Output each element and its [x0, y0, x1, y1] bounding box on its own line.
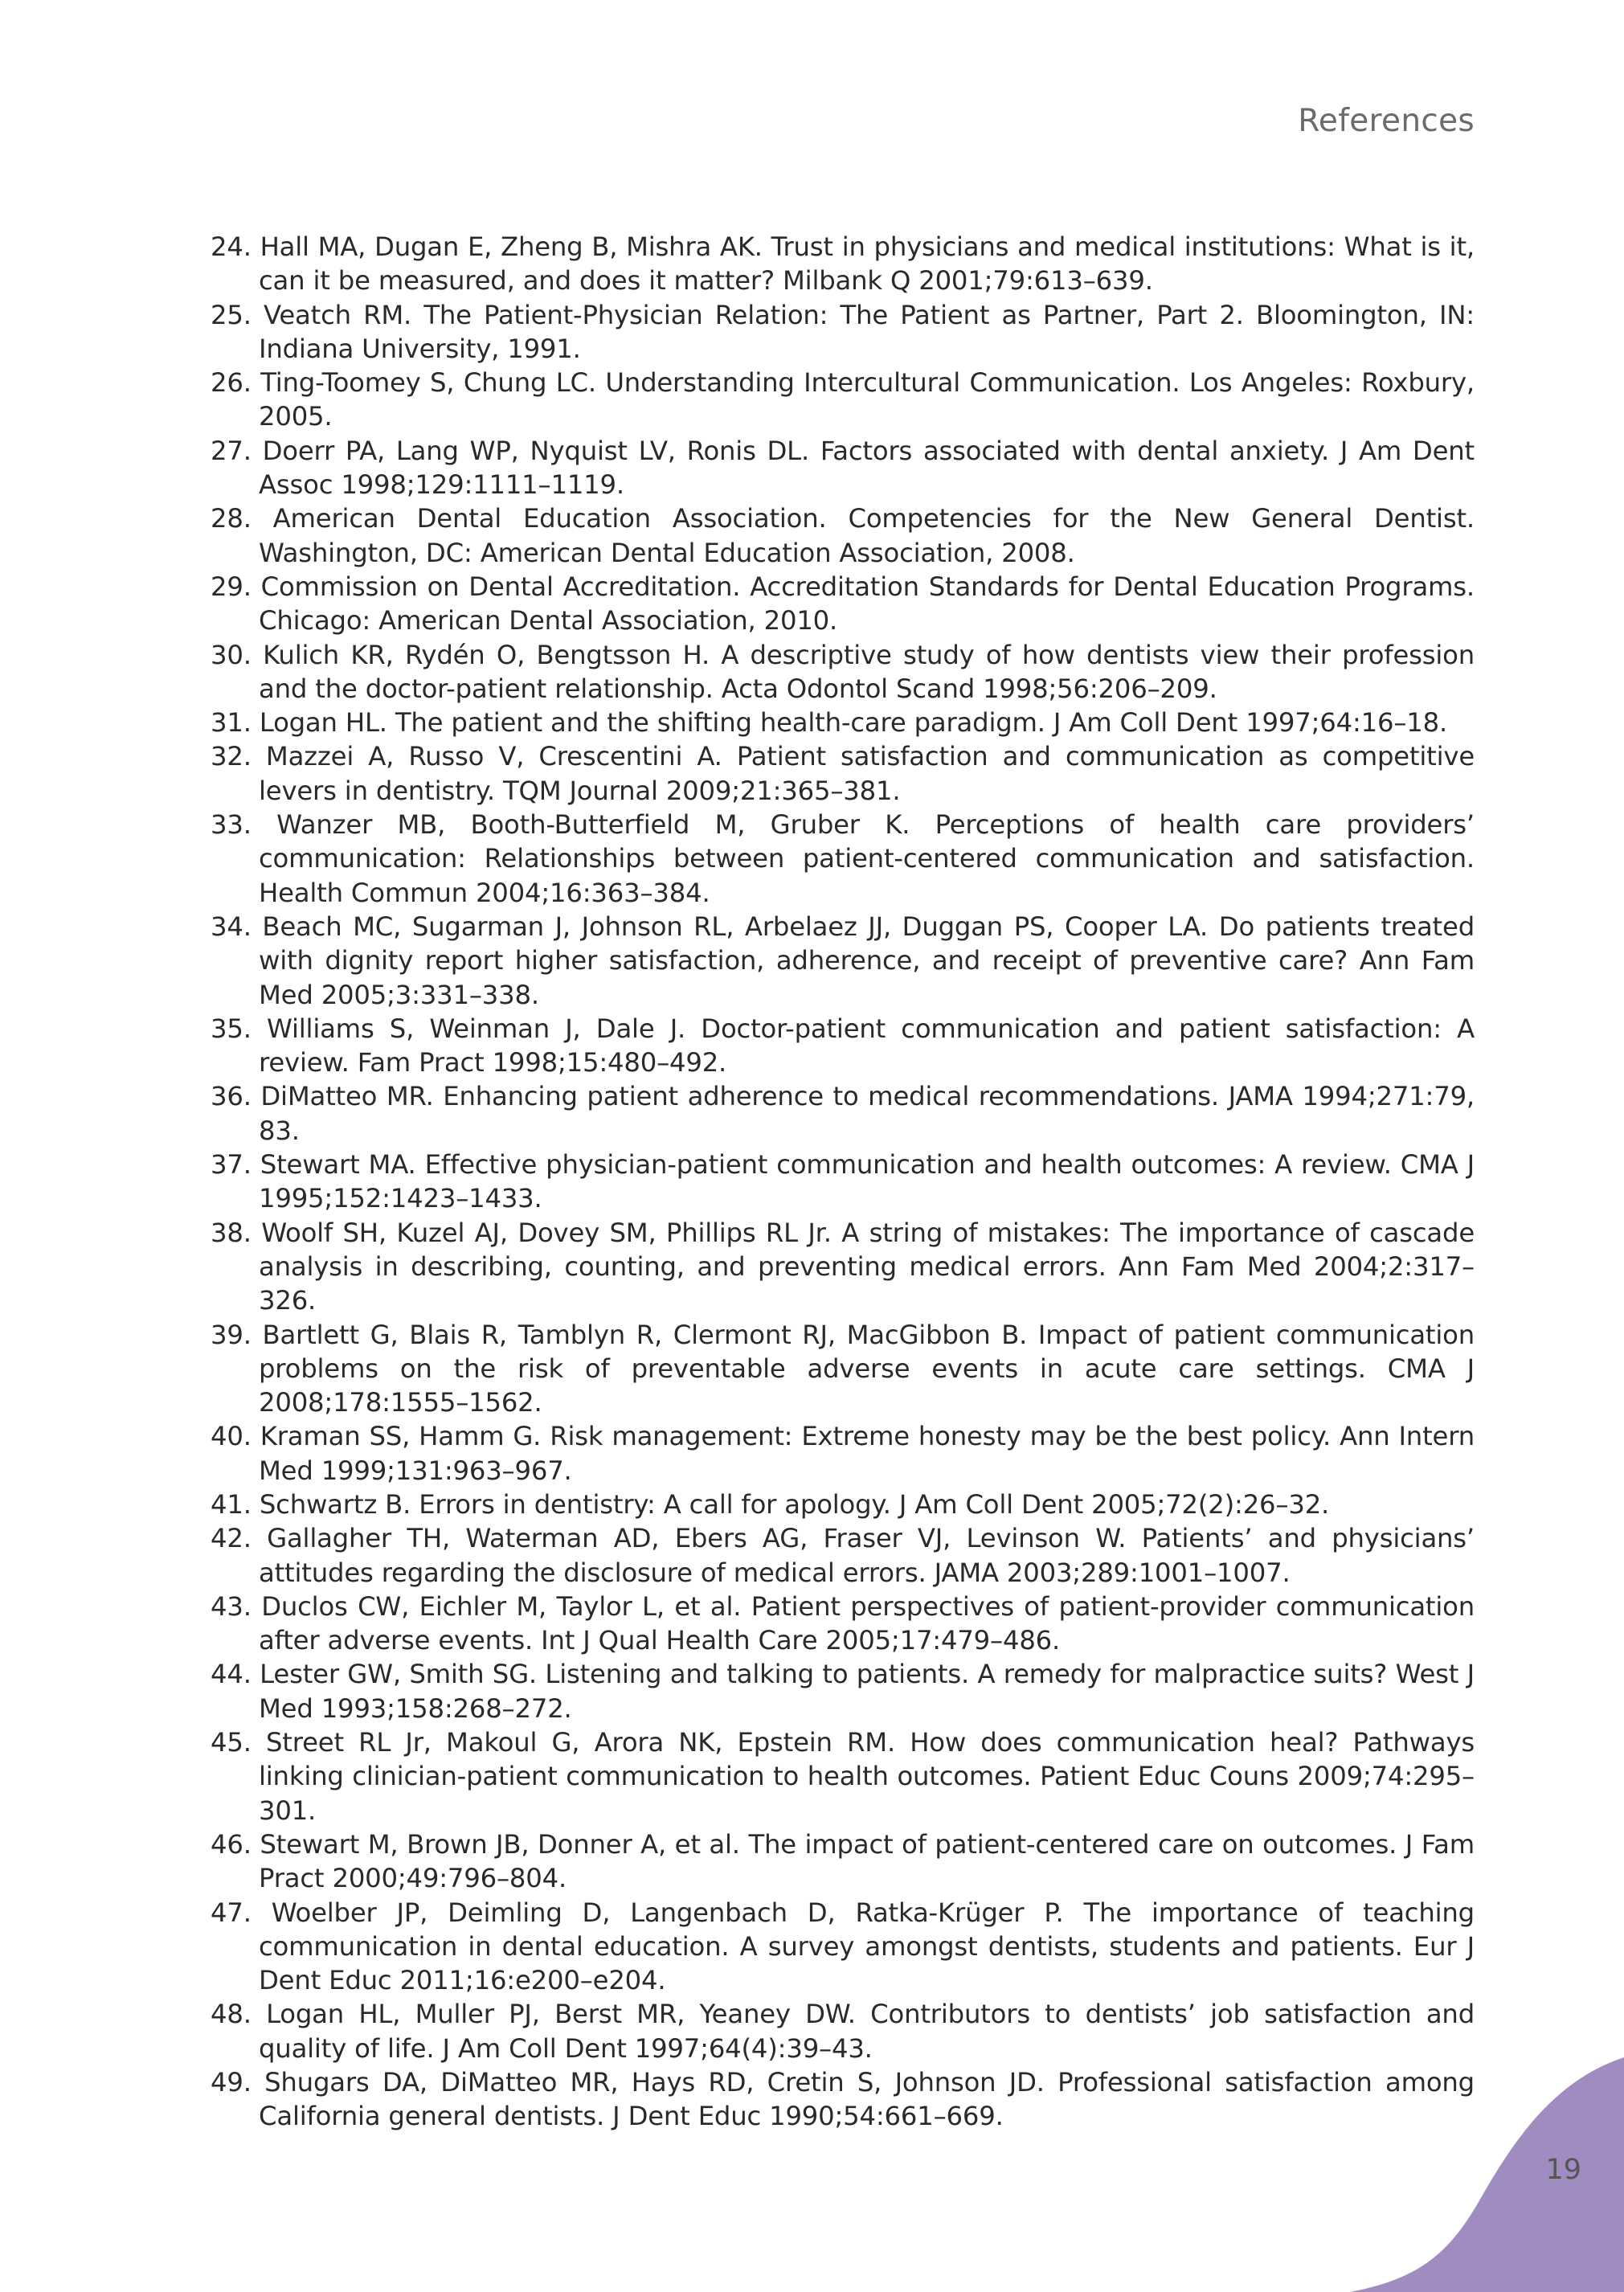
reference-text: Beach MC, Sugarman J, Johnson RL, Arbelaez JJ, Duggan PS, Cooper LA. Do patients treated with dignity report higher satisfaction, adherence, and receipt of preventive care? Ann Fam Med 2005;3:331–338.: [259, 911, 1475, 1010]
reference-list: [211, 230, 1475, 2134]
reference-item: [211, 1896, 1475, 1998]
running-head-title: References: [1298, 103, 1475, 139]
reference-text: Doerr PA, Lang WP, Nyquist LV, Ronis DL. Factors associated with dental anxiety. J Am Dent Assoc 1998;129:1111–1119.: [259, 435, 1475, 501]
reference-number: 44.: [211, 1659, 252, 1690]
reference-item: [211, 366, 1475, 434]
reference-number: 24.: [211, 231, 252, 262]
reference-item: [211, 1590, 1475, 1658]
reference-text: Stewart M, Brown JB, Donner A, et al. The impact of patient-centered care on outcomes. J Fam Pract 2000;49:796–804.: [259, 1828, 1475, 1894]
reference-item: [211, 1012, 1475, 1080]
reference-item: [211, 1521, 1475, 1590]
reference-number: 45.: [211, 1727, 252, 1758]
reference-number: 31.: [211, 707, 252, 739]
reference-number: 30.: [211, 639, 252, 670]
reference-text: Mazzei A, Russo V, Crescentini A. Patient satisfaction and communication as competitive levers in dentistry. TQM Journal 2009;21:365–381.: [259, 741, 1475, 806]
reference-item: [211, 501, 1475, 570]
reference-text: Schwartz B. Errors in dentistry: A call for apology. J Am Coll Dent 2005;72(2):26–32.: [259, 1488, 1330, 1520]
reference-text: Woolf SH, Kuzel AJ, Dovey SM, Phillips RL Jr. A string of mistakes: The importance of cascade analysis in describing, counting, and preventing medical errors. Ann Fam Med 2004;2:317–326.: [259, 1217, 1475, 1316]
reference-item: [211, 706, 1475, 739]
reference-item: [211, 1488, 1475, 1521]
reference-text: Gallagher TH, Waterman AD, Ebers AG, Fraser VJ, Levinson W. Patients’ and physicians’ attitudes regarding the disclosure of medical errors. JAMA 2003;289:1001–1007.: [259, 1523, 1475, 1588]
reference-number: 26.: [211, 367, 252, 399]
reference-text: Logan HL, Muller PJ, Berst MR, Yeaney DW. Contributors to dentists’ job satisfaction and quality of life. J Am Coll Dent 1997;64(4):39–43.: [259, 1999, 1475, 2064]
reference-item: [211, 638, 1475, 706]
reference-item: [211, 1079, 1475, 1148]
reference-item: [211, 1827, 1475, 1896]
reference-number: 37.: [211, 1149, 252, 1181]
reference-text: Ting-Toomey S, Chung LC. Understanding Intercultural Communication. Los Angeles: Roxbury, 2005.: [259, 367, 1475, 432]
reference-number: 48.: [211, 1999, 252, 2030]
reference-number: 25.: [211, 299, 252, 330]
reference-item: [211, 1216, 1475, 1318]
reference-number: 41.: [211, 1488, 252, 1520]
reference-number: 46.: [211, 1828, 252, 1860]
reference-text: Hall MA, Dugan E, Zheng B, Mishra AK. Trust in physicians and medical institutions: What is it, can it be measured, and does it matter? Milbank Q 2001;79:613–639.: [259, 231, 1475, 297]
reference-item: [211, 1657, 1475, 1725]
reference-number: 29.: [211, 571, 252, 602]
reference-text: Street RL Jr, Makoul G, Arora NK, Epstein RM. How does communication heal? Pathways linking clinician-patient communication to health outcomes. Patient Educ Couns 2009;74:295–301.: [259, 1727, 1475, 1826]
reference-text: Shugars DA, DiMatteo MR, Hays RD, Cretin S, Johnson JD. Professional satisfaction among California general dentists. J Dent Educ 1990;54:661–669.: [259, 2067, 1475, 2132]
reference-number: 42.: [211, 1523, 252, 1554]
reference-text: Logan HL. The patient and the shifting health-care paradigm. J Am Coll Dent 1997;64:16–18.: [259, 707, 1448, 739]
reference-text: DiMatteo MR. Enhancing patient adherence to medical recommendations. JAMA 1994;271:79, 83.: [259, 1081, 1475, 1146]
reference-number: 47.: [211, 1897, 252, 1928]
reference-text: Commission on Dental Accreditation. Accreditation Standards for Dental Education Programs. Chicago: American Dental Association, 2010.: [259, 571, 1475, 636]
reference-item: [211, 298, 1475, 366]
reference-text: Wanzer MB, Booth-Butterfield M, Gruber K. Perceptions of health care providers’ communication: Relationships between patient-centered communication and satisfaction. Health Commun 2004;16:363–384.: [259, 809, 1475, 908]
reference-text: Williams S, Weinman J, Dale J. Doctor-patient communication and patient satisfaction: A review. Fam Pract 1998;15:480–492.: [259, 1013, 1475, 1078]
reference-text: Lester GW, Smith SG. Listening and talking to patients. A remedy for malpractice suits? West J Med 1993;158:268–272.: [259, 1659, 1475, 1724]
reference-text: Duclos CW, Eichler M, Taylor L, et al. Patient perspectives of patient-provider communication after adverse events. Int J Qual Health Care 2005;17:479–486.: [259, 1590, 1475, 1656]
reference-number: 38.: [211, 1217, 252, 1248]
reference-item: [211, 1318, 1475, 1420]
reference-item: [211, 1997, 1475, 2065]
reference-item: [211, 808, 1475, 910]
reference-number: 40.: [211, 1421, 252, 1452]
reference-item: [211, 434, 1475, 502]
reference-item: [211, 1148, 1475, 1216]
reference-number: 49.: [211, 2067, 252, 2098]
reference-number: 36.: [211, 1081, 252, 1112]
reference-number: 27.: [211, 435, 252, 466]
reference-number: 35.: [211, 1013, 252, 1044]
reference-text: Woelber JP, Deimling D, Langenbach D, Ratka-Krüger P. The importance of teaching communication in dental education. A survey amongst dentists, students and patients. Eur J Dent Educ 2011;16:e200–e204.: [259, 1897, 1475, 1996]
reference-number: 33.: [211, 809, 252, 841]
reference-number: 28.: [211, 503, 252, 534]
reference-text: Kraman SS, Hamm G. Risk management: Extreme honesty may be the best policy. Ann Intern Med 1999;131:963–967.: [259, 1421, 1475, 1486]
reference-text: Veatch RM. The Patient-Physician Relation: The Patient as Partner, Part 2. Bloomington, IN: Indiana University, 1991.: [259, 299, 1475, 364]
reference-item: [211, 1419, 1475, 1488]
reference-text: Bartlett G, Blais R, Tamblyn R, Clermont RJ, MacGibbon B. Impact of patient communication problems on the risk of preventable adverse events in acute care settings. CMA J 2008;178:1555–1562.: [259, 1319, 1475, 1418]
page-number: 19: [1545, 2154, 1581, 2186]
reference-item: [211, 1725, 1475, 1827]
reference-item: [211, 910, 1475, 1012]
reference-text: Stewart MA. Effective physician-patient communication and health outcomes: A review. CMA J 1995;152:1423–1433.: [259, 1149, 1475, 1214]
reference-number: 32.: [211, 741, 252, 772]
reference-number: 39.: [211, 1319, 252, 1350]
reference-text: Kulich KR, Rydén O, Bengtsson H. A descriptive study of how dentists view their profession and the doctor-patient relationship. Acta Odontol Scand 1998;56:206–209.: [259, 639, 1475, 704]
reference-text: American Dental Education Association. Competencies for the New General Dentist. Washington, DC: American Dental Education Association, 2008.: [259, 503, 1475, 568]
reference-number: 34.: [211, 911, 252, 942]
reference-item: [211, 570, 1475, 638]
reference-item: [211, 230, 1475, 298]
reference-number: 43.: [211, 1590, 252, 1622]
reference-item: [211, 739, 1475, 808]
